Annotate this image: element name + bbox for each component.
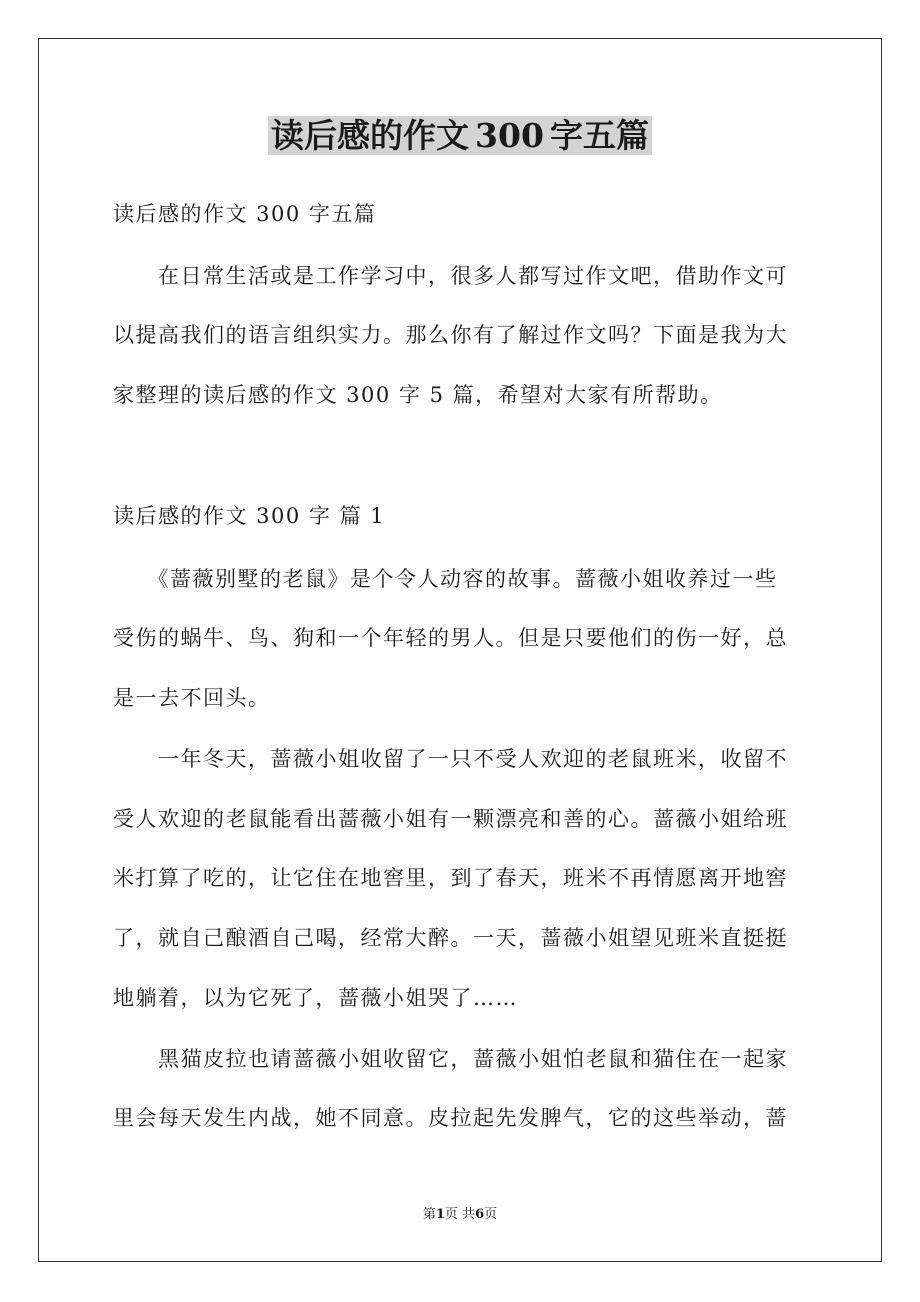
body-line: 地躺着，以为它死了，蔷薇小姐哭了……: [113, 986, 518, 1010]
body-line: 一年冬天，蔷薇小姐收留了一只不受人欢迎的老鼠班米，收留不: [113, 747, 788, 771]
body-line: 是一去不回头。: [113, 686, 271, 710]
footer-prefix: 第: [422, 1207, 436, 1222]
document-title: [0, 112, 920, 160]
body-line: 黑猫皮拉也请蔷薇小姐收留它，蔷薇小姐怕老鼠和猫住在一起家: [113, 1047, 788, 1071]
subtitle-line: 读后感的作文 300 字五篇: [113, 202, 377, 226]
footer-current-page: 1: [435, 1207, 445, 1222]
footer-suffix: 页: [484, 1207, 498, 1222]
body-line: 米打算了吃的，让它住在地窖里，到了春天，班米不再情愿离开地窖: [113, 866, 788, 890]
intro-line-3: 家整理的读后感的作文 300 字 5 篇，希望对大家有所帮助。: [113, 383, 723, 407]
body-line: 受人欢迎的老鼠能看出蔷薇小姐有一颗漂亮和善的心。蔷薇小姐给班: [113, 807, 788, 831]
body-line: 《蔷薇别墅的老鼠》是个令人动容的故事。蔷薇小姐收养过一些: [113, 567, 778, 591]
title-text-part1: 读后感的作文: [268, 116, 472, 155]
title-text-number: 300: [472, 116, 547, 155]
footer-middle: 页 共: [444, 1207, 476, 1222]
title-text-part2: 字五篇: [547, 116, 652, 155]
body-line: 里会每天发生内战，她不同意。皮拉起先发脾气，它的这些举动，蔷: [113, 1106, 788, 1130]
intro-line-1: 在日常生活或是工作学习中，很多人都写过作文吧，借助作文可: [113, 264, 788, 288]
page-footer: [0, 1206, 920, 1224]
body-line: 受伤的蜗牛、鸟、狗和一个年轻的男人。但是只要他们的伤一好，总: [113, 626, 788, 650]
footer-total-pages: 6: [475, 1207, 485, 1222]
intro-line-2: 以提高我们的语言组织实力。那么你有了解过作文吗？下面是我为大: [113, 323, 788, 347]
body-line: 了，就自己酿酒自己喝，经常大醉。一天，蔷薇小姐望见班米直挺挺: [113, 926, 788, 950]
section-heading: 读后感的作文 300 字 篇 1: [113, 504, 386, 528]
